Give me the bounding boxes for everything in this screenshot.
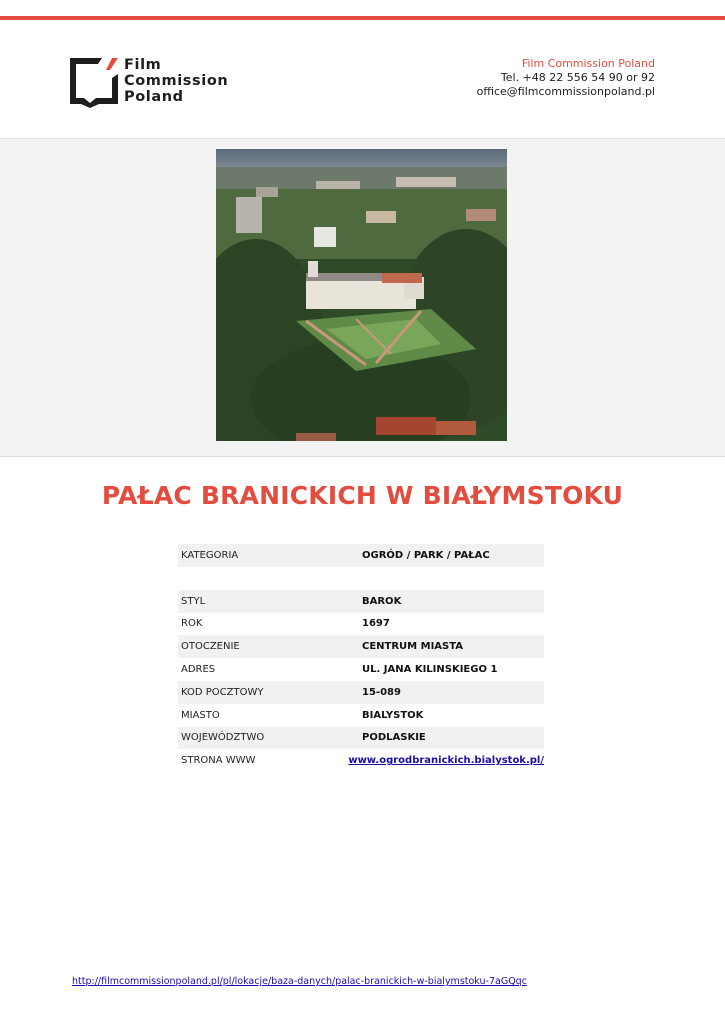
row-label: MIASTO [181, 709, 220, 721]
row-label: ADRES [181, 664, 216, 676]
contact-phone: Tel. +48 22 556 54 90 or 92 [500, 71, 655, 84]
row-value: BAROK [362, 595, 402, 607]
row-label: OTOCZENIE [181, 641, 240, 653]
table-row [178, 613, 544, 636]
row-value: BIALYSTOK [362, 709, 424, 721]
table-row [178, 681, 544, 704]
logo-line-1: Film [124, 57, 162, 73]
table-row [178, 635, 544, 658]
logo-mark-icon [68, 56, 120, 108]
aerial-photo-image [216, 149, 507, 441]
page-header [0, 20, 725, 138]
contact-organization: Film Commission Poland [521, 57, 655, 70]
table-row [178, 704, 544, 727]
logo-line-3: Poland [124, 89, 184, 105]
row-label: KOD POCZTOWY [181, 686, 264, 698]
row-label: STRONA WWW [181, 755, 256, 767]
row-label: STYL [181, 595, 206, 607]
row-label: ROK [181, 618, 203, 630]
film-commission-poland-logo[interactable] [68, 56, 238, 108]
row-value: 1697 [362, 618, 390, 630]
table-row [178, 727, 544, 750]
location-photo [216, 149, 507, 441]
row-label: KATEGORIA [181, 549, 239, 561]
source-url-link[interactable]: http://filmcommissionpoland.pl/pl/lokacje/baza-danych/palac-branickich-w-bialymstoku-7aGQqc [72, 976, 527, 987]
logo-line-2: Commission [124, 73, 229, 89]
row-value: CENTRUM MIASTA [362, 641, 464, 653]
row-value: PODLASKIE [362, 732, 426, 744]
row-label: WOJEWÓDZTWO [181, 732, 265, 744]
row-value: UL. JANA KILINSKIEGO 1 [362, 664, 498, 676]
page-title: PAŁAC BRANICKICH W BIAŁYMSTOKU [101, 481, 624, 510]
table-row [178, 590, 544, 613]
contact-block [477, 57, 655, 99]
row-value: 15-089 [362, 686, 401, 698]
website-link[interactable]: www.ogrodbranickich.bialystok.pl/ [348, 755, 544, 767]
table-row [178, 749, 544, 772]
table-row [178, 544, 544, 567]
row-value [348, 755, 544, 766]
row-value: OGRÓD / PARK / PAŁAC [362, 549, 490, 561]
table-row-spacer [178, 567, 544, 590]
logo-wordmark [124, 57, 228, 105]
contact-email[interactable]: office@filmcommissionpoland.pl [476, 85, 655, 98]
table-row [178, 658, 544, 681]
location-details-table [178, 544, 544, 772]
photo-band [0, 138, 725, 457]
